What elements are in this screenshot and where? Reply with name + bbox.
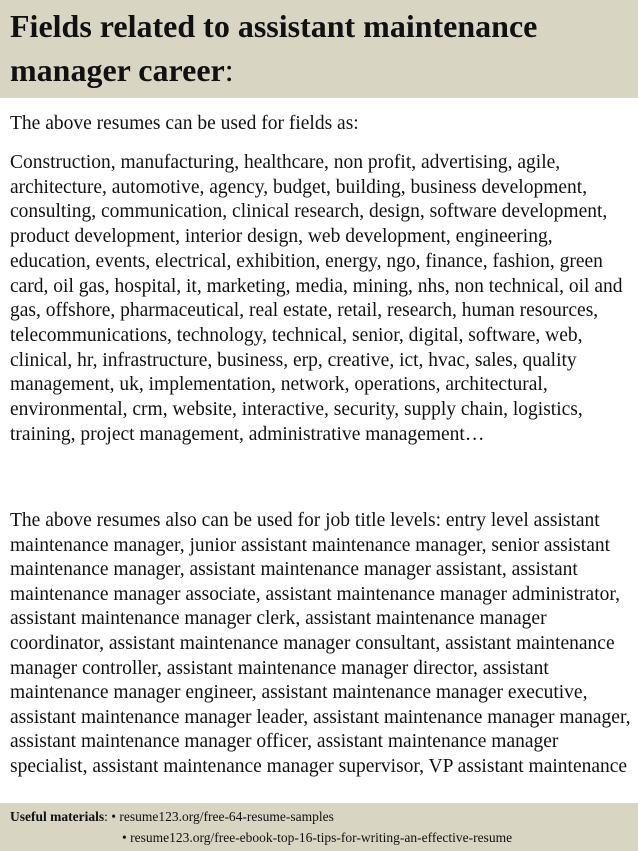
resume-samples-link[interactable]: • resume123.org/free-64-resume-samples: [111, 809, 334, 824]
footer-bar: [0, 803, 638, 851]
useful-materials-colon: :: [104, 809, 112, 824]
intro-text: The above resumes can be used for fields as:: [10, 113, 359, 134]
fields-list: Construction, manufacturing, healthcare, non profit, advertising, agile, architecture, automotive, agency, budget, building, business development, consulting, communication, clinical research, design, software development, product development, interior design, web development, engineering, education, events, electrical, exhibition, energy, ngo, finance, fashion, green card, oil gas, hospital, it, marketing, media, mining, nhs, non technical, oil and gas, offshore, pharmaceutical, real estate, retail, research, human resources, telecommunications, technology, technical, senior, digital, software, web, clinical, hr, infrastructure, business, erp, creative, ict, hvac, sales, quality management, uk, implementation, network, operations, architectural, environmental, crm, website, interactive, security, supply chain, logistics, training, project management, administrative management…: [10, 152, 623, 445]
job-title-levels: The above resumes also can be used for job title levels: entry level assistant maintenance manager, junior assistant maintenance manager, senior assistant maintenance manager, assistant maintenance manager assistant, assistant maintenance manager associate, assistant maintenance manager administrator, assistant maintenance manager clerk, assistant maintenance manager coordinator, assistant maintenance manager consultant, assistant maintenance manager controller, assistant maintenance manager director, assistant maintenance manager engineer, assistant maintenance manager executive, assistant maintenance manager leader, assistant maintenance manager manager, assistant maintenance manager officer, assistant maintenance manager specialist, assistant maintenance manager supervisor, VP assistant maintenance: [10, 510, 631, 777]
ebook-tips-link[interactable]: • resume123.org/free-ebook-top-16-tips-for-writing-an-effective-resume: [122, 830, 513, 845]
useful-materials-label: Useful materials: [10, 809, 105, 824]
footer-row-2: [122, 828, 512, 847]
page-title-text: Fields related to assistant maintenance manager career: [10, 8, 538, 88]
page-title-colon: :: [224, 52, 234, 88]
footer-row-1: [10, 807, 334, 826]
page-title: [10, 4, 630, 92]
title-bar: [0, 0, 638, 98]
